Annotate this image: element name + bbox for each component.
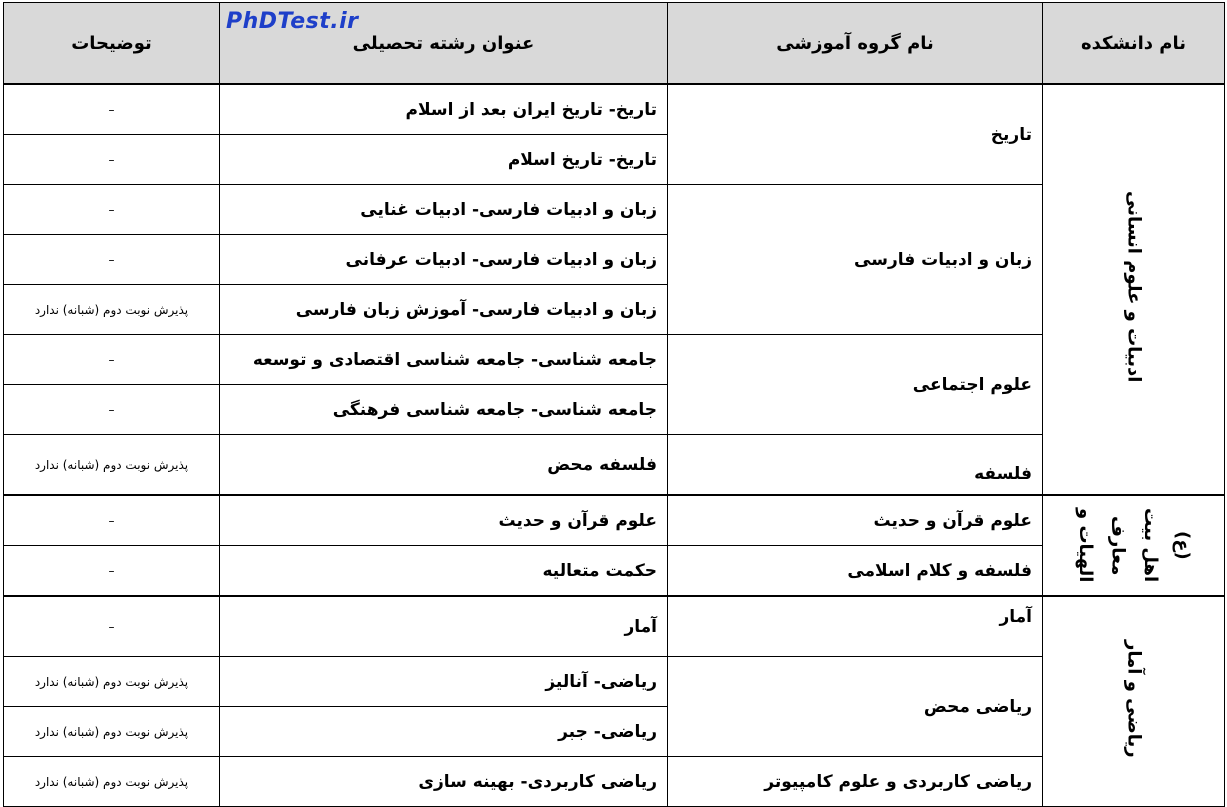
header-faculty: نام دانشکده (1043, 3, 1225, 85)
field-cell: علوم قرآن و حدیث (220, 495, 668, 546)
field-cell: حکمت متعالیه (220, 546, 668, 597)
faculty-name-lines (1043, 508, 1224, 582)
table-row (4, 596, 1225, 657)
note-cell: پذیرش نوبت دوم (شبانه) ندارد (4, 757, 220, 807)
note-cell: – (4, 235, 220, 285)
field-cell: ریاضی- جبر (220, 707, 668, 757)
note-cell: – (4, 495, 220, 546)
note-cell: – (4, 84, 220, 135)
group-cell: آمار (668, 596, 1043, 657)
faculty-cell (1043, 84, 1225, 495)
field-cell: تاریخ- تاریخ ایران بعد از اسلام (220, 84, 668, 135)
group-cell: علوم قرآن و حدیث (668, 495, 1043, 546)
field-cell: ریاضی کاربردی- بهینه سازی (220, 757, 668, 807)
faculty-cell (1043, 596, 1225, 807)
table-row (4, 185, 1225, 235)
programs-table (3, 2, 1225, 807)
note-cell: – (4, 335, 220, 385)
note-cell: – (4, 135, 220, 185)
note-cell: – (4, 385, 220, 435)
note-cell: پذیرش نوبت دوم (شبانه) ندارد (4, 657, 220, 707)
faculty-name-line: (ع) (1172, 531, 1194, 560)
group-cell: ریاضی کاربردی و علوم کامپیوتر (668, 757, 1043, 807)
field-cell: جامعه شناسی- جامعه شناسی فرهنگی (220, 385, 668, 435)
group-cell: زبان و ادبیات فارسی (668, 185, 1043, 335)
group-cell: علوم اجتماعی (668, 335, 1043, 435)
table-row (4, 495, 1225, 546)
field-cell: زبان و ادبیات فارسی- آموزش زبان فارسی (220, 285, 668, 335)
group-cell: تاریخ (668, 84, 1043, 185)
faculty-name: ریاضی و آمار (1123, 640, 1145, 758)
table-row (4, 435, 1225, 496)
field-cell: جامعه شناسی- جامعه شناسی اقتصادی و توسعه (220, 335, 668, 385)
field-cell: فلسفه محض (220, 435, 668, 496)
note-cell: – (4, 596, 220, 657)
group-cell: فلسفه (668, 435, 1043, 496)
faculty-name: ادبیات و علوم انسانی (1123, 191, 1145, 383)
table-row (4, 84, 1225, 135)
faculty-name-line: اهل بیت (1139, 508, 1161, 583)
header-group: نام گروه آموزشی (668, 3, 1043, 85)
field-cell: آمار (220, 596, 668, 657)
field-cell: زبان و ادبیات فارسی- ادبیات عرفانی (220, 235, 668, 285)
table-row (4, 546, 1225, 597)
table-row (4, 757, 1225, 807)
faculty-name-line: معارف (1107, 515, 1129, 576)
header-row (4, 3, 1225, 85)
table-row (4, 335, 1225, 385)
watermark-logo: PhDTest.ir (226, 9, 359, 34)
field-cell: تاریخ- تاریخ اسلام (220, 135, 668, 185)
table-row (4, 657, 1225, 707)
note-cell: – (4, 185, 220, 235)
header-notes: توضیحات (4, 3, 220, 85)
note-cell: پذیرش نوبت دوم (شبانه) ندارد (4, 285, 220, 335)
faculty-cell (1043, 495, 1225, 596)
group-cell: فلسفه و کلام اسلامی (668, 546, 1043, 597)
header-field: عنوان رشته تحصیلی (220, 3, 668, 85)
faculty-name-line: الهیات و (1075, 508, 1097, 583)
note-cell: پذیرش نوبت دوم (شبانه) ندارد (4, 707, 220, 757)
field-cell: زبان و ادبیات فارسی- ادبیات غنایی (220, 185, 668, 235)
group-cell: ریاضی محض (668, 657, 1043, 757)
note-cell: پذیرش نوبت دوم (شبانه) ندارد (4, 435, 220, 496)
note-cell: – (4, 546, 220, 597)
field-cell: ریاضی- آنالیز (220, 657, 668, 707)
